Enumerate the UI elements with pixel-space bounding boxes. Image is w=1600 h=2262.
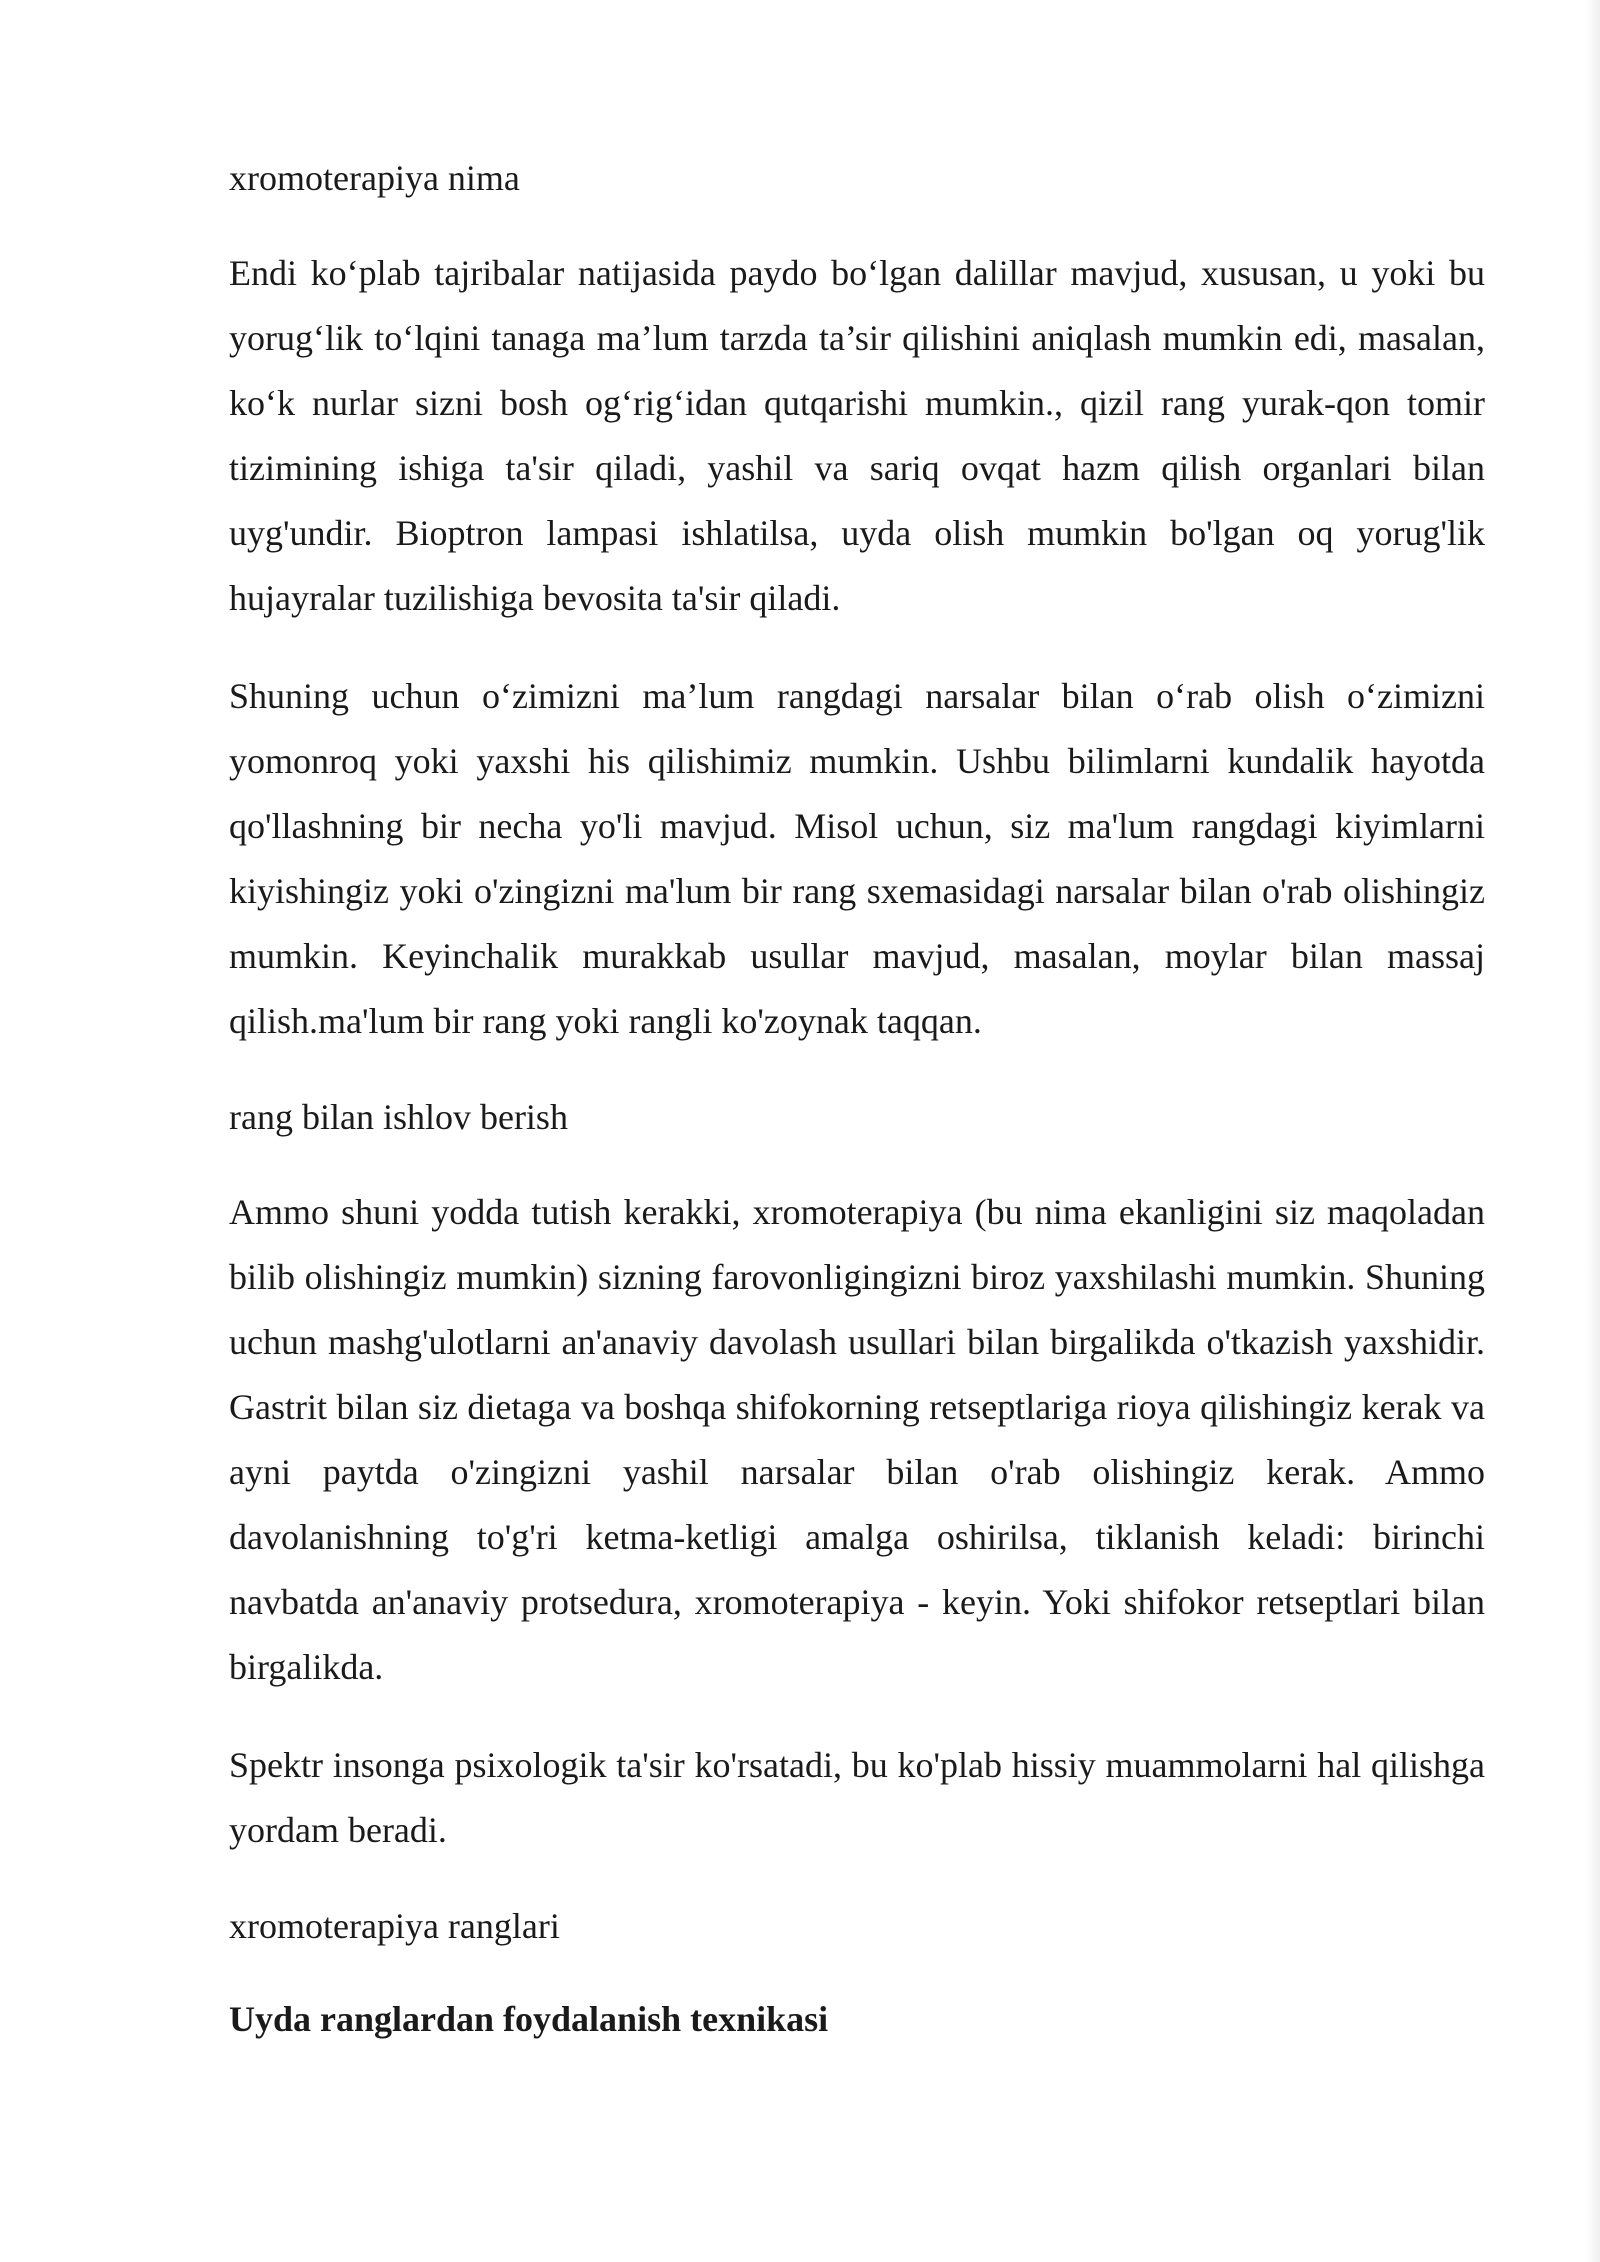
paragraph-surroundings: Shuning uchun o‘zimizni ma’lum rangdagi narsalar bilan o‘rab olish o‘zimizni yomonroq yoki yaxshi his qilishimiz mumkin. Ushbu bilimlarni kundalik hayotda qo'llashning bir necha yo'li mavjud. Misol uchun, siz ma'lum rangdagi kiyimlarni kiyishingiz yoki o'zingizni ma'lum bir rang sxemasidagi narsalar bilan o'rab olishingiz mumkin. Keyinchalik murakkab usullar mavjud, masalan, moylar bilan massaj qilish.ma'lum bir rang yoki rangli ko'zoynak taqqan. bbox=[229, 676, 1485, 1041]
section-heading-ranglari: xromoterapiya ranglari bbox=[229, 1906, 560, 1946]
paragraph-spectrum: Spektr insonga psixologik ta'sir ko'rsatadi, bu ko'plab hissiy muammolarni hal qilishga yordam beradi. bbox=[229, 1745, 1485, 1850]
bold-heading-home-techniques: Uyda ranglardan foydalanish texnikasi bbox=[229, 1999, 829, 2039]
paragraph-evidence: Endi ko‘plab tajribalar natijasida paydo bo‘lgan dalillar mavjud, xususan, u yoki bu yorug‘lik to‘lqini tanaga ma’lum tarzda ta’sir qilishini aniqlash mumkin edi, masalan, ko‘k nurlar sizni bosh og‘rig‘idan qutqarishi mumkin., qizil rang yurak-qon tomir tizimining ishiga ta'sir qiladi, yashil va sariq ovqat hazm qilish organlari bilan uyg'undir. Bioptron lampasi ishlatilsa, uyda olish mumkin bo'lgan oq yorug'lik hujayralar tuzilishiga bevosita ta'sir qiladi. bbox=[229, 253, 1485, 618]
paragraph-treatment: Ammo shuni yodda tutish kerakki, xromoterapiya (bu nima ekanligini siz maqoladan bilib olishingiz mumkin) sizning farovonligingizni biroz yaxshilashi mumkin. Shuning uchun mashg'ulotlarni an'anaviy davolash usullari bilan birgalikda o'tkazish yaxshidir. Gastrit bilan siz dietaga va boshqa shifokorning retseptlariga rioya qilishingiz kerak va ayni paytda o'zingizni yashil narsalar bilan o'rab olishingiz kerak. Ammo davolanishning to'g'ri ketma-ketligi amalga oshirilsa, tiklanish keladi: birinchi navbatda an'anaviy protsedura, xromoterapiya - keyin. Yoki shifokor retseptlari bilan birgalikda. bbox=[229, 1192, 1485, 1687]
document-page bbox=[229, 148, 1485, 2049]
section-heading-rang-bilan-ishlov: rang bilan ishlov berish bbox=[229, 1097, 568, 1137]
section-heading-xromoterapiya-nima: xromoterapiya nima bbox=[229, 158, 520, 198]
page-edge-shadow bbox=[1586, 0, 1600, 2262]
